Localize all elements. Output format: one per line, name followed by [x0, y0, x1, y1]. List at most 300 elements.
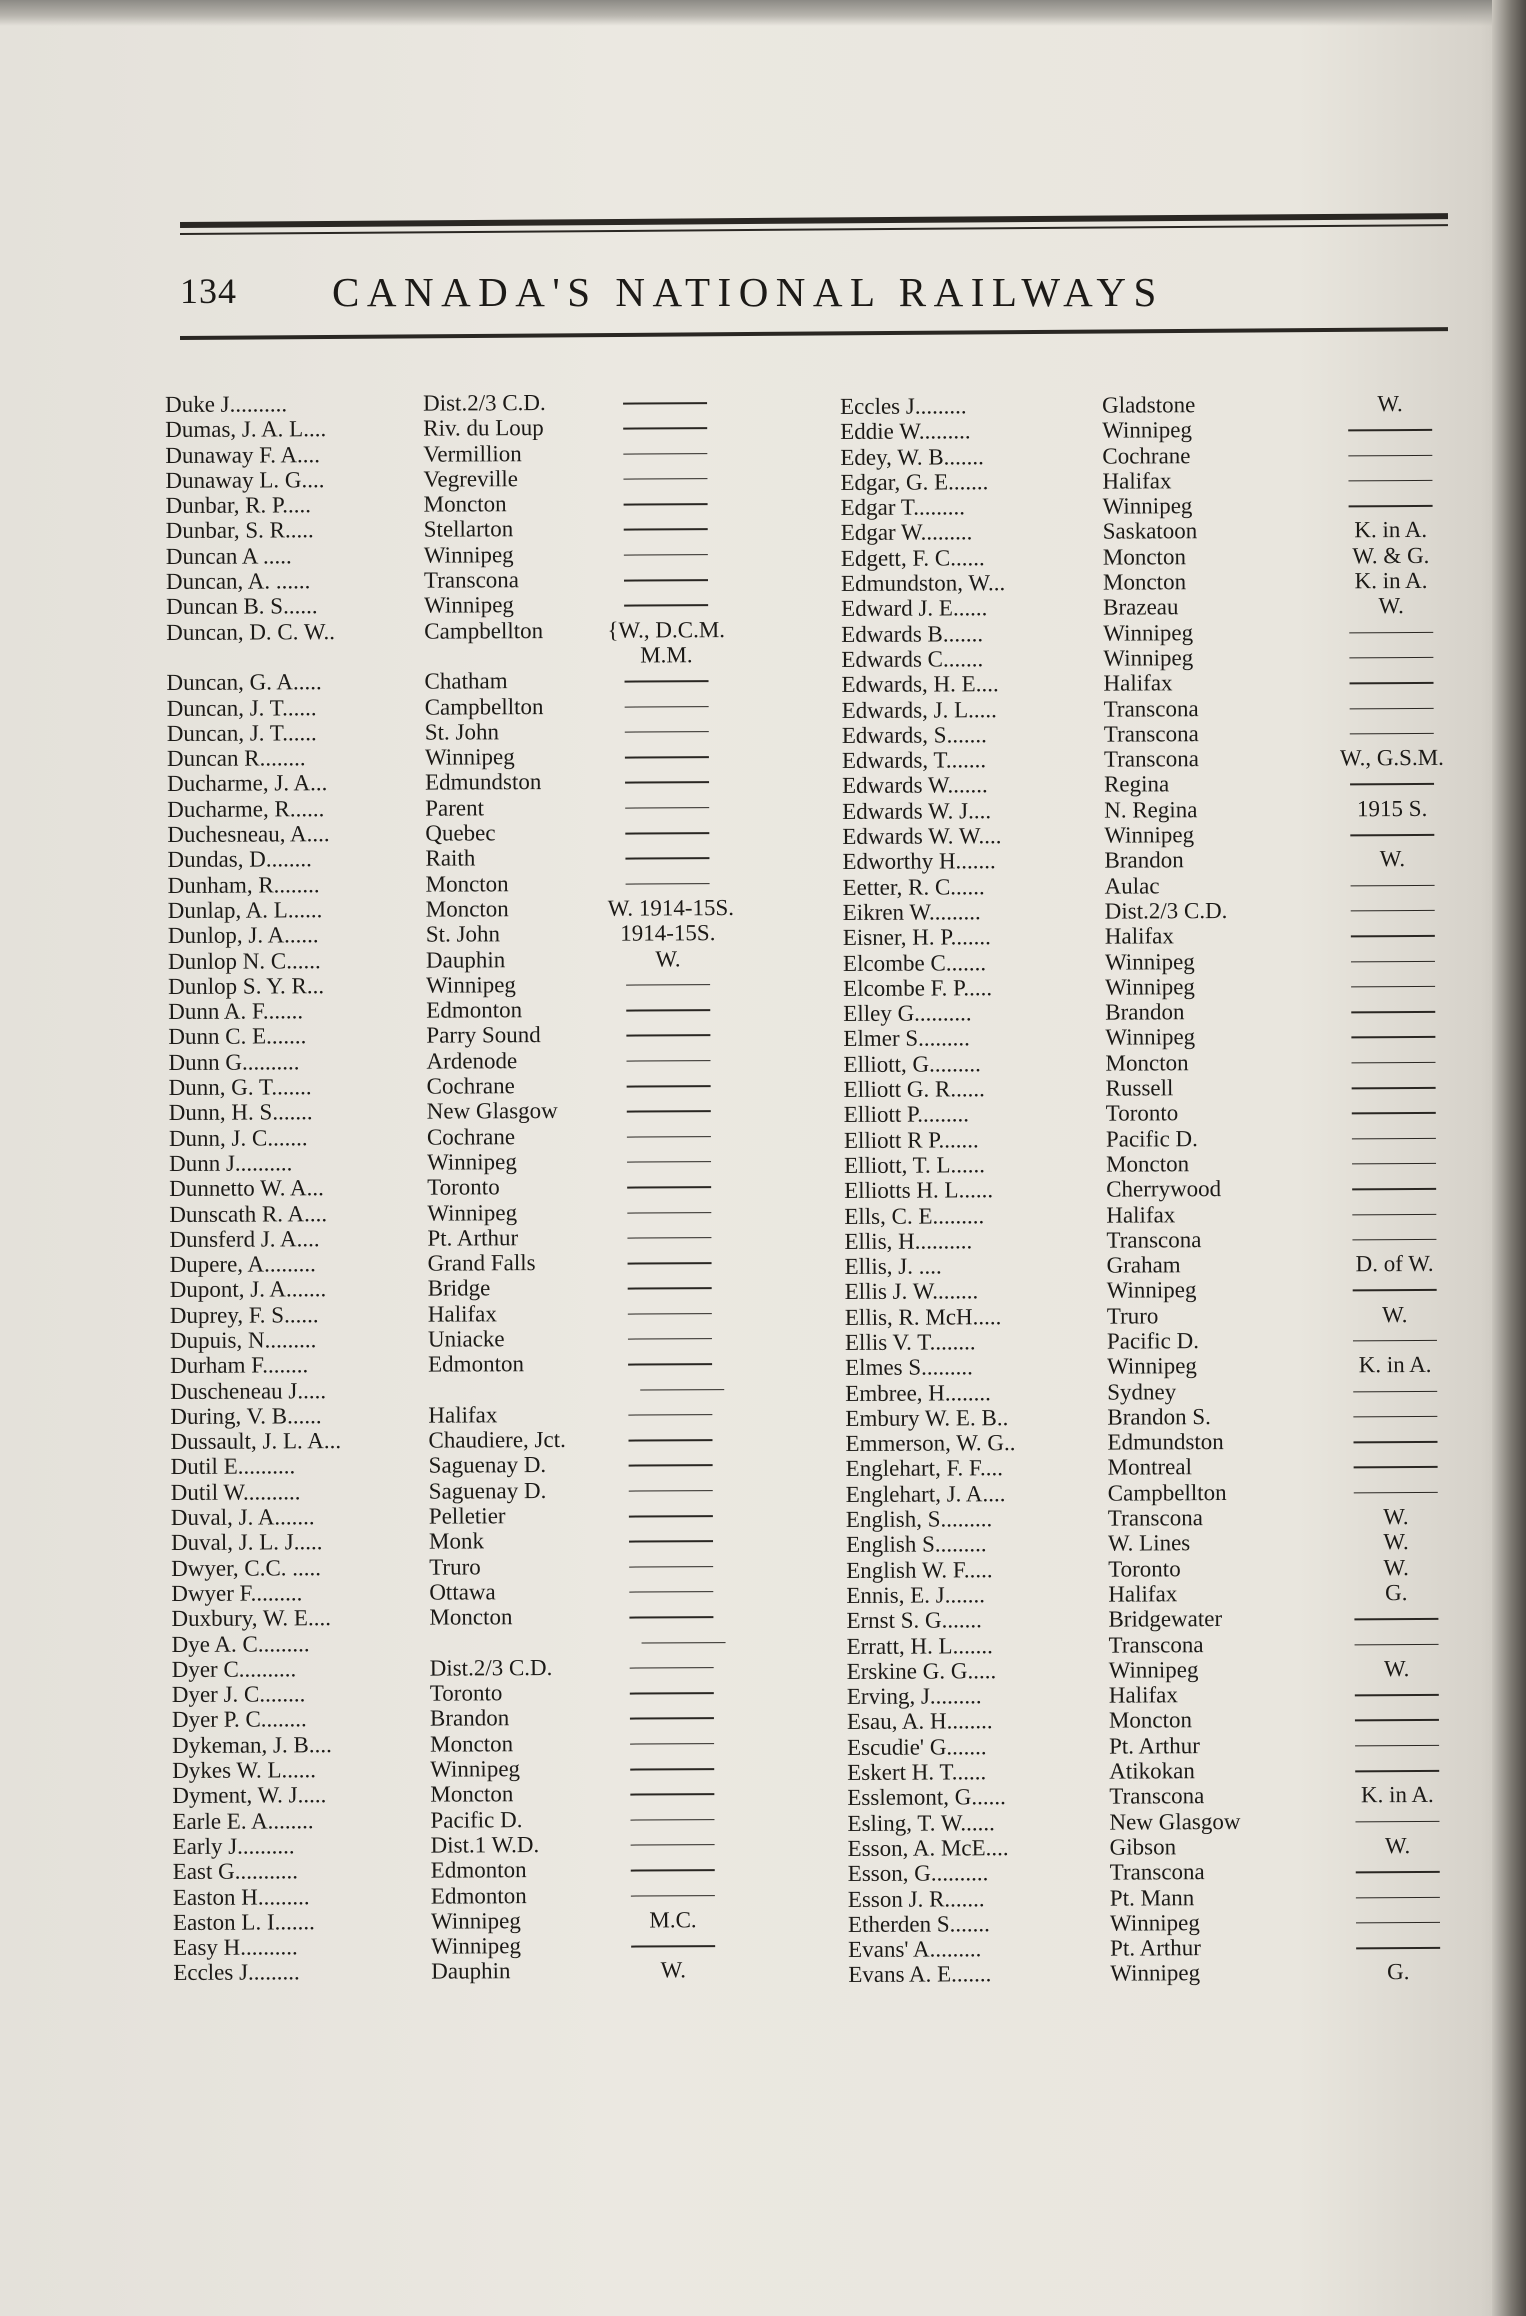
entry-name: Duke J.......... — [165, 391, 288, 417]
list-entry — [172, 1729, 812, 1758]
entry-award-dash — [1331, 492, 1451, 507]
entry-name: Dunaway L. G.... — [165, 467, 325, 493]
list-entry — [173, 1881, 813, 1910]
entry-award-dash — [1338, 1934, 1458, 1949]
entry-name: East G........... — [172, 1858, 299, 1885]
entry-name: Duncan, D. C. W.. — [166, 618, 335, 645]
list-entry — [846, 1580, 1486, 1609]
entry-place: Campbellton — [1107, 1479, 1227, 1506]
entry-award-dash — [608, 1047, 728, 1062]
entry-award-dash — [1335, 1403, 1455, 1418]
entry-place: Moncton — [1102, 569, 1187, 595]
entry-name: Elcombe C....... — [842, 949, 987, 976]
list-entry — [846, 1554, 1486, 1583]
list-entry — [847, 1782, 1487, 1811]
list-entry — [170, 1299, 810, 1328]
entry-place: Moncton — [423, 491, 507, 517]
entry-name: Duncan A ..... — [165, 543, 292, 569]
entry-place: Halifax — [1104, 923, 1174, 949]
list-entry — [168, 945, 808, 974]
entry-place: Winnipeg — [1104, 948, 1195, 975]
list-entry — [167, 844, 807, 873]
entry-place: Winnipeg — [423, 541, 514, 568]
entry-name: English W. F..... — [846, 1556, 993, 1583]
entry-place: Toronto — [427, 1174, 500, 1200]
entry-award-dash — [607, 718, 727, 733]
entry-name: Eisner, H. P....... — [842, 924, 991, 951]
entry-name: Elmes S......... — [845, 1354, 973, 1381]
list-entry — [166, 515, 806, 544]
list-entry — [173, 1831, 813, 1860]
list-entry — [172, 1755, 812, 1784]
entry-award: 1914-15S. — [620, 920, 716, 946]
entry-name: Evans' A......... — [848, 1936, 982, 1963]
entry-name: Dunn C. E....... — [168, 1023, 307, 1050]
entry-award: K. in A. — [1360, 1782, 1434, 1808]
list-entry — [165, 389, 805, 418]
list-entry — [841, 542, 1481, 571]
entry-name: Esslemont, G...... — [847, 1784, 1006, 1811]
entry-place: Cochrane — [426, 1073, 515, 1099]
entry-award-dash — [612, 1730, 732, 1745]
entry-award-dash — [1338, 1883, 1458, 1898]
entry-name: English S......... — [845, 1531, 987, 1558]
entry-name: Ellis V. T........ — [844, 1329, 976, 1355]
list-entry — [170, 1274, 810, 1303]
entry-name: Duncan R........ — [166, 745, 306, 772]
entry-award-dash — [609, 1249, 729, 1264]
list-entry — [845, 1377, 1485, 1406]
entry-award-dash — [611, 1578, 731, 1593]
entry-name: Edgar W......... — [840, 519, 973, 546]
entry-award-dash — [610, 1350, 730, 1365]
entry-name: Dyer C.......... — [171, 1656, 297, 1682]
entry-name: Dussault, J. L. A... — [170, 1428, 342, 1455]
entry-place: Winnipeg — [1107, 1353, 1197, 1379]
entry-name: Erving, J......... — [846, 1683, 982, 1710]
list-entry — [844, 1150, 1484, 1179]
entry-award-dash — [608, 1021, 728, 1036]
list-entry — [842, 795, 1482, 824]
entry-name: Ernst S. G....... — [846, 1607, 982, 1634]
entry-award-dash — [1336, 1630, 1456, 1645]
entry-place: Halifax — [427, 1300, 497, 1327]
entry-award-dash — [610, 1401, 730, 1416]
list-entry — [173, 1957, 813, 1986]
entry-name: Edwards W. J.... — [842, 797, 992, 824]
entry-award-dash — [1330, 441, 1450, 456]
entry-award-dash — [1334, 1175, 1454, 1190]
entry-name: Edwards, T....... — [841, 747, 987, 774]
list-entry — [170, 1350, 810, 1379]
entry-award-dash — [612, 1704, 732, 1719]
entry-name: Duncan, J. T...... — [166, 694, 317, 721]
list-entry — [846, 1478, 1486, 1507]
entry-award-dash — [1335, 1377, 1455, 1392]
entry-place: Gladstone — [1101, 392, 1196, 418]
entry-place: Edmonton — [430, 1857, 527, 1883]
entry-name: Dykeman, J. B.... — [172, 1731, 332, 1758]
entry-award-dash — [605, 389, 725, 404]
entry-award-dash — [1335, 1276, 1455, 1291]
entry-award-dash — [1334, 1124, 1454, 1139]
entry-name: Eddie W......... — [840, 418, 971, 445]
entry-place: Moncton — [1102, 543, 1186, 570]
list-entry — [847, 1655, 1487, 1684]
entry-place: Edmonton — [428, 1351, 525, 1377]
list-entry — [171, 1603, 811, 1632]
entry-place: Moncton — [1105, 1049, 1189, 1076]
entry-name: Dunn, J. C....... — [168, 1124, 308, 1151]
entry-place: Saskatoon — [1102, 518, 1198, 545]
entry-award-dash — [1336, 1479, 1456, 1494]
entry-place: Halifax — [1102, 468, 1172, 494]
entry-name: Elliott G. R...... — [843, 1076, 985, 1103]
entry-name: Esling, T. W...... — [847, 1809, 995, 1836]
entry-award: W. — [1382, 1301, 1408, 1327]
list-entry — [845, 1403, 1485, 1432]
entry-place: Transcona — [1103, 746, 1199, 772]
entry-name: Ellis, J. .... — [844, 1253, 942, 1280]
entry-place: Winnipeg — [1102, 417, 1193, 443]
list-entry — [840, 416, 1480, 445]
entry-name: Dunn, G. T....... — [168, 1074, 312, 1101]
list-entry — [168, 895, 808, 924]
entry-name: Dwyer F......... — [171, 1580, 303, 1606]
list-entry — [172, 1679, 812, 1708]
list-entry — [170, 1325, 810, 1354]
entry-place: Transcona — [1109, 1859, 1205, 1885]
entry-name: Edwards W....... — [841, 772, 988, 799]
entry-award: W. — [1377, 391, 1403, 417]
entry-name: Embree, H........ — [845, 1379, 991, 1406]
entry-award: M.C. — [649, 1907, 697, 1933]
entry-name: Esson, G.......... — [847, 1860, 989, 1887]
entry-place: Gibson — [1109, 1834, 1177, 1860]
list-entry — [843, 897, 1483, 926]
entry-award-dash — [606, 667, 726, 682]
entry-name: Evans A. E....... — [848, 1961, 992, 1988]
list-entry — [845, 1276, 1485, 1305]
entry-name: Easton L. I....... — [172, 1909, 315, 1935]
entry-award-dash — [1331, 669, 1451, 684]
entry-name: Durham F........ — [170, 1352, 309, 1379]
entry-name: Early J.......... — [172, 1833, 295, 1859]
list-entry — [840, 467, 1480, 496]
entry-place: Vegreville — [423, 466, 519, 492]
list-entry — [845, 1352, 1485, 1381]
entry-place: Ottawa — [429, 1579, 496, 1605]
entry-name: Edgar T......... — [840, 494, 966, 521]
list-entry — [847, 1681, 1487, 1710]
list-entry — [842, 745, 1482, 774]
entry-name: Duscheneau J..... — [170, 1377, 327, 1404]
entry-name: During, V. B...... — [170, 1403, 322, 1429]
entry-name: Ellis J. W........ — [844, 1278, 979, 1305]
entry-name: Edey, W. B....... — [840, 443, 984, 470]
entry-name: Escudie' G....... — [847, 1733, 987, 1760]
entry-place: St. John — [425, 921, 501, 947]
entry-award: W. — [1378, 593, 1404, 619]
entry-award-dash — [1336, 1453, 1456, 1468]
entry-place: Cochrane — [1102, 442, 1191, 469]
entry-place: Riv. du Loup — [423, 415, 544, 441]
list-entry — [841, 644, 1481, 673]
list-entry — [166, 540, 806, 569]
entry-place: Winnipeg — [431, 1933, 521, 1959]
entry-award: K. in A. — [1358, 1352, 1432, 1378]
entry-name: Duchesneau, A.... — [167, 821, 330, 848]
entry-place: Edmonton — [426, 997, 523, 1023]
entry-award-dash — [609, 1199, 729, 1214]
entry-award-dash — [1332, 694, 1452, 709]
entry-place: Winnipeg — [424, 744, 515, 770]
list-entry — [841, 517, 1481, 546]
entry-name: Dunn, H. S....... — [168, 1099, 313, 1126]
entry-award-dash — [1333, 1049, 1453, 1064]
list-entry — [841, 492, 1481, 521]
list-entry — [170, 1426, 810, 1455]
entry-name: Dunlop N. C...... — [167, 947, 321, 974]
entry-award-dash — [1334, 1099, 1454, 1114]
list-entry — [848, 1934, 1488, 1963]
entry-award-dash — [1333, 1023, 1453, 1038]
list-entry — [844, 1074, 1484, 1103]
entry-place: Winnipeg — [427, 1199, 518, 1226]
entry-award-dash — [1338, 1858, 1458, 1873]
entry-award-dash — [1338, 1909, 1458, 1924]
list-entry — [165, 439, 805, 468]
entry-place: W. Lines — [1107, 1530, 1191, 1556]
entry-award: {W., D.C.M. — [607, 616, 726, 643]
entry-place: Winnipeg — [430, 1756, 521, 1782]
entry-name: Dunn G.......... — [168, 1049, 300, 1075]
entry-award: W. & G. — [1352, 542, 1430, 569]
entry-award: W. 1914-15S. — [607, 894, 735, 921]
list-entry — [843, 1023, 1483, 1052]
list-entry — [843, 947, 1483, 976]
entry-place: Parent — [425, 795, 485, 821]
entry-award-dash — [1334, 1226, 1454, 1241]
running-title: CANADA'S NATIONAL RAILWAYS — [332, 269, 1164, 315]
entry-name: Edwards C....... — [841, 646, 984, 672]
entry-award-dash — [605, 465, 725, 480]
entry-award-dash — [1330, 467, 1450, 482]
entry-place: Winnipeg — [1104, 822, 1195, 848]
entry-award-dash — [612, 1654, 732, 1669]
entry-award-dash — [1333, 871, 1453, 886]
list-entry — [168, 1046, 808, 1075]
entry-place: Winnipeg — [1105, 1024, 1196, 1051]
entry-award-dash — [606, 516, 726, 531]
entry-award-dash — [611, 1629, 731, 1644]
list-entry — [171, 1476, 811, 1505]
entry-place: Bridge — [427, 1275, 491, 1302]
entry-place: Sydney — [1107, 1378, 1177, 1405]
list-entry — [166, 490, 806, 519]
list-entry — [169, 1223, 809, 1252]
list-entry — [169, 1148, 809, 1177]
entry-place: Winnipeg — [1108, 1656, 1199, 1683]
entry-award-dash — [1337, 1807, 1457, 1822]
list-entry — [173, 1856, 813, 1885]
entry-place: Saguenay D. — [428, 1477, 547, 1504]
entry-place: Cherrywood — [1106, 1176, 1222, 1202]
list-entry — [167, 692, 807, 721]
list-entry — [843, 972, 1483, 1001]
entry-place: Raith — [425, 845, 476, 871]
list-entry — [842, 770, 1482, 799]
entry-award-dash — [1336, 1605, 1456, 1620]
list-entry — [843, 871, 1483, 900]
entry-place: Parry Sound — [426, 1022, 541, 1049]
list-entry — [843, 1048, 1483, 1077]
entry-name: Etherden S....... — [847, 1911, 990, 1937]
entry-name: Elliott, T. L...... — [843, 1152, 986, 1178]
entry-name: Dyment, W. J..... — [172, 1782, 327, 1809]
entry-place: Cochrane — [426, 1123, 516, 1150]
entry-name: Dutil E.......... — [170, 1453, 296, 1480]
entry-award-dash — [1337, 1732, 1457, 1747]
list-entry — [842, 846, 1482, 875]
entry-award-dash — [611, 1527, 731, 1542]
list-entry — [171, 1451, 811, 1480]
entry-award-dash — [609, 1123, 729, 1138]
entry-name: Duval, J. L. J..... — [170, 1529, 323, 1556]
entry-name: Ducharme, R...... — [167, 795, 325, 822]
entry-award-dash — [605, 440, 725, 455]
entry-name: Dupuis, N......... — [169, 1327, 317, 1353]
entry-name: Dunn J.......... — [168, 1150, 293, 1176]
list-entry — [847, 1807, 1487, 1836]
page-edge — [1492, 0, 1526, 2316]
entry-place: Transcona — [1106, 1226, 1202, 1253]
entry-name: Erratt, H. L....... — [846, 1632, 993, 1659]
entry-place: Transcona — [1108, 1631, 1204, 1658]
entry-place: Ardenode — [426, 1047, 518, 1074]
entry-place: Halifax — [1108, 1581, 1178, 1607]
list-entry — [842, 821, 1482, 850]
entry-place: Winnipeg — [424, 592, 514, 619]
entry-award: W. — [1383, 1655, 1410, 1682]
list-entry — [848, 1959, 1488, 1988]
entry-award-dash — [612, 1679, 732, 1694]
entry-award: K. in A. — [1354, 568, 1428, 594]
entry-award-dash — [1332, 770, 1452, 785]
entry-award: W. — [655, 945, 681, 971]
entry-name: Eetter, R. C...... — [842, 873, 985, 900]
entry-name: Eccles J......... — [173, 1959, 300, 1986]
entry-name: Englehart, J. A.... — [845, 1480, 1006, 1507]
list-entry — [173, 1932, 813, 1961]
entry-place: Halifax — [428, 1402, 498, 1428]
entry-name: Dundas, D........ — [167, 846, 312, 873]
list-entry — [173, 1906, 813, 1935]
entry-name: Englehart, F. F.... — [845, 1455, 1004, 1482]
entry-name: Erskine G. G..... — [846, 1658, 997, 1684]
entry-place: Toronto — [1108, 1555, 1181, 1582]
list-entry — [166, 616, 806, 645]
entry-place: Winnipeg — [1106, 1277, 1197, 1304]
list-entry — [847, 1706, 1487, 1735]
right-column — [840, 391, 1488, 1988]
entry-award-dash — [609, 1148, 729, 1163]
entry-place: Dist.1 W.D. — [430, 1831, 540, 1858]
entry-award-dash — [613, 1932, 733, 1947]
entry-place: Dauphin — [431, 1958, 511, 1985]
list-entry — [842, 720, 1482, 749]
entry-place: Toronto — [429, 1680, 503, 1706]
entry-place: Winnipeg — [1103, 619, 1194, 646]
entry-place: Moncton — [425, 896, 509, 922]
entry-name: Dyer J. C........ — [171, 1681, 306, 1708]
entry-award-dash — [609, 1173, 729, 1188]
entry-award: W. — [1383, 1554, 1409, 1580]
entry-place: Moncton — [429, 1604, 513, 1630]
entry-name: Ellis, H.......... — [844, 1228, 973, 1254]
entry-place: Transcona — [1103, 695, 1199, 722]
entry-place: Pt. Arthur — [427, 1224, 519, 1251]
entry-place: Pacific D. — [1105, 1125, 1198, 1152]
entry-place: Halifax — [1108, 1682, 1178, 1708]
entry-place: Toronto — [1105, 1100, 1179, 1126]
entry-name: Ells, C. E......... — [844, 1202, 985, 1229]
entry-place: Truro — [1106, 1303, 1159, 1329]
entry-name: Esson J. R....... — [847, 1885, 985, 1912]
entry-place: Transcona — [423, 567, 520, 593]
list-entry — [841, 618, 1481, 647]
list-entry — [170, 1401, 810, 1430]
entry-place: Uniacke — [427, 1326, 505, 1352]
entry-award-dash — [607, 693, 727, 708]
entry-name: Dunsferd J. A.... — [169, 1225, 320, 1252]
entry-award-dash — [608, 971, 728, 986]
entry-place: Campbellton — [424, 693, 544, 720]
list-entry — [167, 768, 807, 797]
page-header — [180, 268, 1320, 328]
entry-award-dash — [613, 1831, 733, 1846]
list-entry — [844, 1200, 1484, 1229]
entry-award-dash — [610, 1274, 730, 1289]
entry-place: Bridgewater — [1108, 1606, 1223, 1632]
entry-award-dash — [611, 1603, 731, 1618]
list-entry — [848, 1858, 1488, 1887]
entry-place: Atikokan — [1109, 1758, 1195, 1784]
entry-name: Dunbar, R. P..... — [165, 492, 312, 519]
entry-name: Dupont, J. A....... — [169, 1276, 327, 1303]
entry-name: Esson, A. McE.... — [847, 1835, 1009, 1861]
entry-name: Ennis, E. J....... — [846, 1582, 985, 1608]
list-entry — [848, 1833, 1488, 1862]
entry-place: Monk — [428, 1528, 485, 1554]
entry-name: Earle E. A........ — [172, 1807, 314, 1834]
entry-award-dash — [1334, 1200, 1454, 1215]
list-entry — [844, 1225, 1484, 1254]
list-entry — [166, 667, 806, 696]
entry-award-dash — [612, 1780, 732, 1795]
list-entry — [166, 642, 806, 671]
entry-place: Dist.2/3 C.D. — [1104, 897, 1228, 924]
entry-award-dash — [612, 1806, 732, 1821]
entry-name: Edmundston, W... — [840, 570, 1006, 597]
entry-place: Moncton — [430, 1781, 514, 1807]
entry-award-dash — [1332, 720, 1452, 735]
entry-name: Edwards B....... — [841, 620, 984, 647]
entry-name: Dunscath R. A.... — [169, 1200, 328, 1227]
entry-place: Brandon — [429, 1705, 510, 1732]
entry-name: Dykes W. L...... — [172, 1757, 317, 1784]
entry-award-dash — [1337, 1681, 1457, 1696]
